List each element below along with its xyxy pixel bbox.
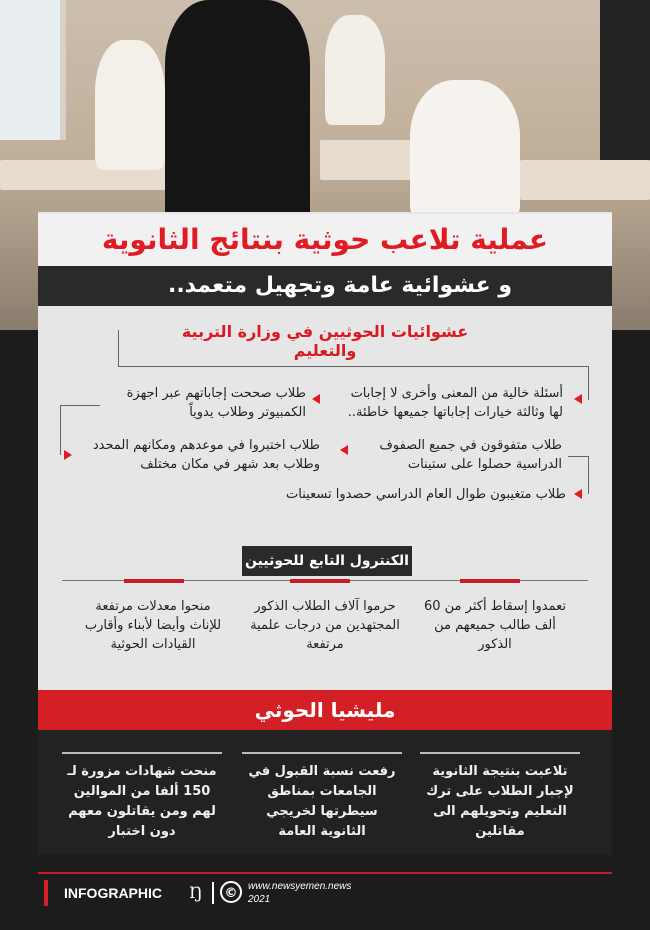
section1-item-1: أسئلة خالية من المعنى وأخرى لا إجابات لها وثالثة خيارات إجاباتها جميعها خاطئة.. (347, 386, 563, 420)
student-figure (95, 40, 165, 170)
connector-line (568, 456, 588, 457)
section1-title: عشوائيات الحوثيين في وزارة التربية والتعليم (181, 322, 469, 360)
section1-item-5: طلاب متغيبون طوال العام الدراسي حصدوا تسعينات (286, 487, 566, 502)
connector-line (60, 405, 61, 455)
connector-line (118, 330, 119, 366)
section1-item-2: طلاب صححت إجاباتهم عبر اجهزة الكمبيوتر وطلاب يدوياً (126, 386, 306, 420)
copyright-icon: © (220, 881, 242, 903)
main-title: عملية تلاعب حوثية بنتائج الثانوية (38, 214, 612, 266)
connector-line (588, 366, 589, 400)
column-accent (460, 579, 520, 583)
section3-column-2: رفعت نسبة القبول في الجامعات بمناطق سيطرتها لخريجي الثانوية العامة (248, 764, 396, 839)
bullet-arrow-icon (64, 450, 72, 460)
column-divider (62, 752, 222, 754)
column-divider (420, 752, 580, 754)
section3-column-3: منحت شهادات مزورة لـ 150 ألفا من الموالين لهم ومن يقاتلون معهم دون اختبار (67, 764, 217, 839)
person-figure (600, 0, 650, 160)
teacher-figure (165, 0, 310, 215)
column-accent (124, 579, 184, 583)
desk-shape (520, 160, 650, 200)
column-divider (242, 752, 402, 754)
connector-line (588, 456, 589, 494)
footer-url-block (248, 880, 351, 906)
connector-line (118, 366, 588, 367)
section2-column-2: حرموا آلاف الطلاب الذكور المجتهدين من درجات علمية مرتفعة (250, 599, 400, 652)
main-subtitle: و عشوائية عامة وتجهيل متعمد.. (38, 266, 612, 306)
infographic-label: INFOGRAPHIC (44, 880, 178, 906)
window-decoration (0, 0, 66, 140)
copyright-year: 2021 (248, 894, 271, 905)
student-figure (410, 80, 520, 220)
footer-divider (38, 872, 612, 874)
section1-item-4: طلاب اختبروا في موعدهم ومكانهم المحدد وطلاب بعد شهر في مكان مختلف (92, 438, 320, 472)
section1-item-3: طلاب متفوقون في جميع الصفوف الدراسية حصلوا على ستينات (379, 438, 562, 472)
desk-shape (320, 140, 420, 180)
brand-logo-icon: Ŋ (189, 883, 203, 902)
connector-line (60, 405, 100, 406)
footer-separator (212, 882, 214, 904)
section2-column-3: منحوا معدلات مرتفعة للإناث وأيضا لأبناء وأقارب القيادات الحوثية (84, 599, 222, 652)
section2-column-1: تعمدوا إسقاط أكثر من 60 ألف طالب جميعهم من الذكور (423, 599, 566, 652)
bullet-arrow-icon (312, 394, 320, 404)
section3-title: مليشيا الحوثي (38, 690, 612, 730)
bullet-arrow-icon (340, 445, 348, 455)
bullet-arrow-icon (574, 394, 582, 404)
student-figure (325, 15, 385, 125)
section2-title: الكنترول التابع للحوثيين (242, 546, 412, 576)
section3-column-1: تلاعبت بنتيجة الثانوية لإجبار الطلاب على ترك التعليم وتحويلهم الى مقاتلين (426, 764, 574, 839)
website-url: www.newsyemen.news (248, 881, 352, 892)
bullet-arrow-icon (574, 489, 582, 499)
column-accent (290, 579, 350, 583)
